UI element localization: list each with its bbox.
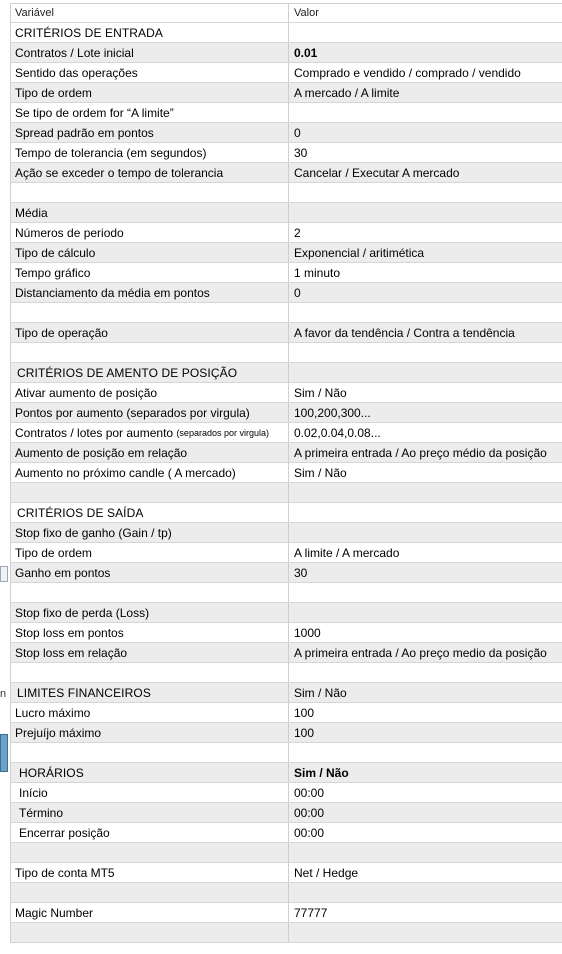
row-value (289, 303, 562, 322)
row-label: Distanciamento da média em pontos (11, 283, 289, 302)
row-value (289, 743, 562, 762)
table-row-empty (11, 843, 562, 863)
edge-widget (0, 566, 8, 582)
row-value[interactable]: 100 (294, 705, 315, 720)
row-label: Lucro máximo (11, 703, 289, 722)
table-row-empty (11, 743, 562, 763)
table-row[interactable] (11, 283, 562, 303)
row-value[interactable] (289, 523, 562, 542)
row-label: Término (11, 803, 289, 822)
row-label-note: (separados por virgula) (176, 427, 269, 438)
table-row[interactable] (11, 643, 562, 663)
row-label: Stop fixo de ganho (Gain / tp) (11, 523, 289, 542)
left-window-edge (0, 0, 10, 954)
row-label: Números de periodo (11, 223, 289, 242)
table-row[interactable] (11, 223, 562, 243)
row-label (11, 583, 289, 602)
row-label: Spread padrão em pontos (11, 123, 289, 142)
section-average: Média (11, 203, 289, 222)
row-label (11, 883, 289, 902)
table-row[interactable] (11, 823, 562, 843)
row-label: Ação se exceder o tempo de tolerancia (11, 163, 289, 182)
table-row[interactable] (11, 423, 562, 443)
row-value (289, 183, 562, 202)
row-label (11, 183, 289, 202)
table-row[interactable] (11, 783, 562, 803)
row-value (289, 663, 562, 682)
row-label: Sentido das operações (11, 63, 289, 82)
table-row-empty (11, 343, 562, 363)
row-label (11, 483, 289, 502)
table-row[interactable] (11, 803, 562, 823)
row-value[interactable]: 1 minuto (294, 265, 341, 280)
table-row[interactable] (11, 463, 562, 483)
row-value[interactable] (289, 103, 562, 122)
row-value[interactable]: 2 (294, 225, 301, 240)
row-value[interactable] (289, 23, 562, 42)
row-label: Tipo de operação (11, 323, 289, 342)
row-value[interactable]: Cancelar / Executar A mercado (294, 165, 460, 180)
table-row[interactable] (11, 503, 562, 523)
row-label: Tipo de conta MT5 (11, 863, 289, 882)
table-row[interactable] (11, 383, 562, 403)
row-label (11, 843, 289, 862)
edge-image-icon (0, 734, 8, 772)
row-value[interactable]: A limite / A mercado (294, 545, 400, 560)
table-row[interactable] (11, 763, 562, 783)
row-label: Contratos / Lote inicial (11, 43, 289, 62)
row-value[interactable]: Sim / Não (294, 465, 347, 480)
table-row[interactable] (11, 243, 562, 263)
table-row[interactable] (11, 563, 562, 583)
row-value[interactable]: 00:00 (294, 825, 325, 840)
table-row[interactable] (11, 263, 562, 283)
row-value[interactable]: Sim / Não (294, 685, 347, 700)
table-row[interactable] (11, 443, 562, 463)
section-schedules: HORÁRIOS (11, 763, 289, 782)
row-label (11, 743, 289, 762)
table-row-empty (11, 303, 562, 323)
table-row[interactable] (11, 723, 562, 743)
table-row[interactable] (11, 103, 562, 123)
row-value[interactable]: 1000 (294, 625, 321, 640)
row-label (11, 343, 289, 362)
row-value[interactable] (289, 603, 562, 622)
row-value[interactable]: 00:00 (294, 805, 325, 820)
row-value[interactable] (289, 203, 562, 222)
row-value[interactable]: A mercado / A limite (294, 85, 400, 100)
section-financial-limits: LIMITES FINANCEIROS (11, 683, 289, 702)
row-label: Stop loss em relação (11, 643, 289, 662)
table-row[interactable] (11, 83, 562, 103)
table-row-empty (11, 883, 562, 903)
row-label: Início (11, 783, 289, 802)
row-label: Stop loss em pontos (11, 623, 289, 642)
row-label: Stop fixo de perda (Loss) (11, 603, 289, 622)
row-label: Aumento no próximo candle ( A mercado) (11, 463, 289, 482)
row-label: Aumento de posição em relação (11, 443, 289, 462)
table-row[interactable] (11, 143, 562, 163)
row-label: Contratos / lotes por aumento (15, 425, 174, 440)
row-value[interactable]: Exponencial / aritimética (294, 245, 425, 260)
header-value: Valor (294, 7, 319, 19)
row-value[interactable]: 30 (294, 145, 308, 160)
table-row[interactable] (11, 43, 562, 63)
row-value[interactable]: Sim / Não (294, 765, 349, 780)
row-value[interactable]: 100 (294, 725, 315, 740)
row-label (11, 923, 289, 942)
header-variable: Variável (11, 4, 289, 22)
row-value[interactable]: 0 (294, 285, 301, 300)
section-exit-criteria: CRITÉRIOS DE SAÍDA (11, 503, 289, 522)
table-row[interactable] (11, 863, 562, 883)
row-value[interactable]: Net / Hedge (294, 865, 359, 880)
table-row[interactable] (11, 703, 562, 723)
table-row[interactable] (11, 603, 562, 623)
row-value (289, 883, 562, 902)
table-row[interactable] (11, 123, 562, 143)
row-label (11, 303, 289, 322)
row-value[interactable]: 0 (294, 125, 301, 140)
table-row[interactable] (11, 543, 562, 563)
row-value[interactable]: A primeira entrada / Ao preço medio da posição (294, 645, 547, 660)
row-value[interactable]: Comprado e vendido / comprado / vendido (294, 65, 521, 80)
row-value[interactable]: Sim / Não (294, 385, 347, 400)
table-row-empty (11, 183, 562, 203)
table-row[interactable] (11, 363, 562, 383)
row-label: Ganho em pontos (11, 563, 289, 582)
row-label: Pontos por aumento (separados por virgula) (11, 403, 289, 422)
table-row[interactable] (11, 323, 562, 343)
row-label: Prejuíjo máximo (11, 723, 289, 742)
row-label: Se tipo de ordem for “A limite” (11, 103, 289, 122)
table-row-empty (11, 663, 562, 683)
table-header (11, 4, 562, 23)
row-value (289, 483, 562, 502)
row-value[interactable]: 0.02,0.04,0.08... (294, 425, 381, 440)
row-label: Tipo de ordem (11, 83, 289, 102)
table-row-empty (11, 923, 562, 943)
row-value (289, 843, 562, 862)
row-label-with-note (11, 423, 289, 442)
row-value[interactable]: 00:00 (294, 785, 325, 800)
row-value[interactable]: A primeira entrada / Ao preço médio da posição (294, 445, 547, 460)
row-value[interactable]: 30 (294, 565, 308, 580)
row-value (289, 343, 562, 362)
row-value (289, 583, 562, 602)
table-row-empty (11, 483, 562, 503)
row-value[interactable]: 0.01 (294, 45, 318, 60)
edge-text: n (0, 688, 7, 700)
table-row[interactable] (11, 23, 562, 43)
table-row[interactable] (11, 163, 562, 183)
table-row-empty (11, 583, 562, 603)
table-row[interactable] (11, 523, 562, 543)
row-label: Tempo de tolerancia (em segundos) (11, 143, 289, 162)
table-row[interactable] (11, 403, 562, 423)
row-label: Tipo de cálculo (11, 243, 289, 262)
row-value[interactable]: 77777 (294, 905, 328, 920)
row-label: Tipo de ordem (11, 543, 289, 562)
row-label (11, 663, 289, 682)
row-label: Encerrar posição (11, 823, 289, 842)
row-value[interactable]: 100,200,300... (294, 405, 371, 420)
parameters-table (10, 3, 562, 943)
section-position-increase: CRITÉRIOS DE AMENTO DE POSIÇÃO (11, 363, 289, 382)
row-label: Magic Number (11, 903, 289, 922)
table-row[interactable] (11, 203, 562, 223)
row-value[interactable]: A favor da tendência / Contra a tendência (294, 325, 515, 340)
row-label: Tempo gráfico (11, 263, 289, 282)
table-row[interactable] (11, 903, 562, 923)
table-row[interactable] (11, 623, 562, 643)
row-label: Ativar aumento de posição (11, 383, 289, 402)
table-row[interactable] (11, 63, 562, 83)
table-row[interactable] (11, 683, 562, 703)
row-value[interactable] (289, 503, 562, 522)
row-value (289, 923, 562, 942)
row-value[interactable] (289, 363, 562, 382)
section-entry-criteria: CRITÉRIOS DE ENTRADA (11, 23, 289, 42)
